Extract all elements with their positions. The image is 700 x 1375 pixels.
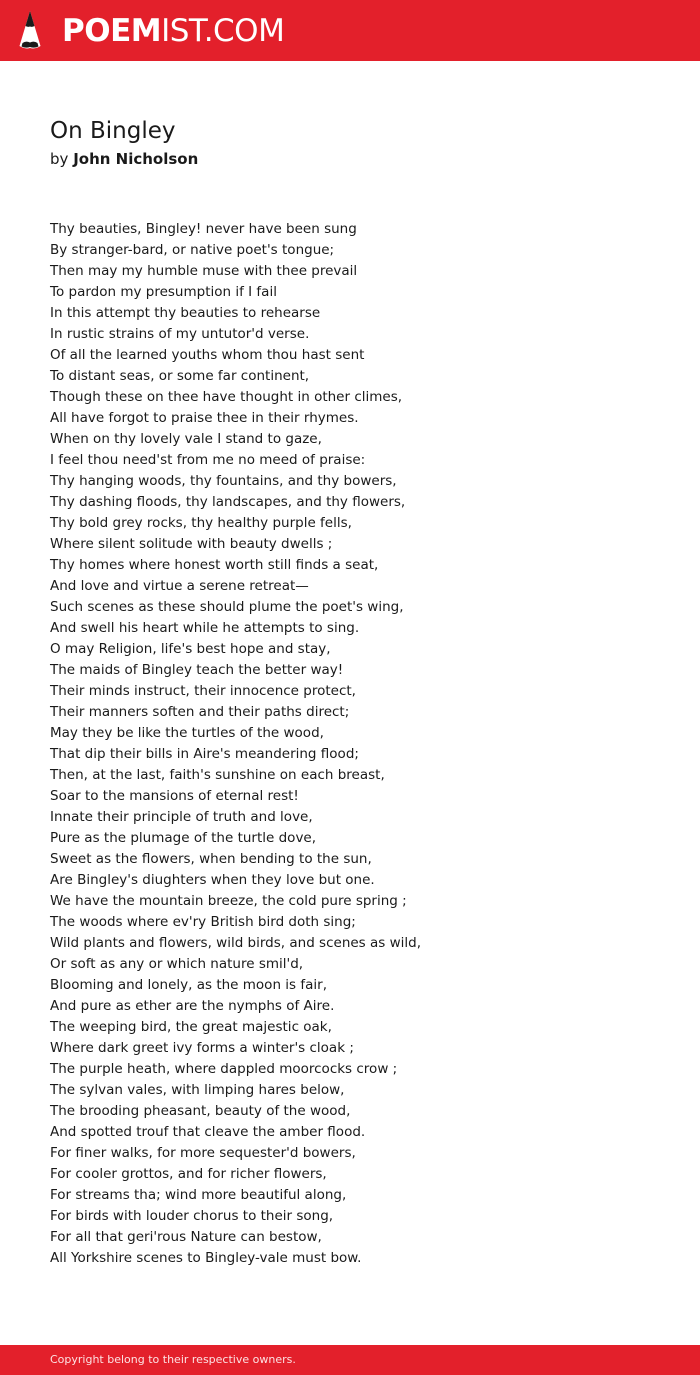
poem-line: Though these on thee have thought in other climes,	[50, 389, 403, 405]
brand-light-text: IST.COM	[161, 13, 285, 49]
poem-line: And love and virtue a serene retreat—	[50, 578, 309, 594]
poem-line: For birds with louder chorus to their song,	[50, 1208, 334, 1224]
poem-line: O may Religion, life's best hope and stay,	[50, 641, 331, 657]
poem-line: Where silent solitude with beauty dwells ;	[50, 536, 333, 552]
poem-line: For cooler grottos, and for richer flowers,	[50, 1166, 327, 1182]
poem-line: The purple heath, where dappled moorcocks crow ;	[50, 1061, 398, 1077]
poem-line: And spotted trouf that cleave the amber flood.	[50, 1124, 366, 1140]
poem-line: Pure as the plumage of the turtle dove,	[50, 830, 317, 846]
poem-line: We have the mountain breeze, the cold pure spring ;	[50, 893, 407, 909]
poem-line: For all that geri'rous Nature can bestow,	[50, 1229, 322, 1245]
poem-line: By stranger-bard, or native poet's tongue;	[50, 242, 335, 258]
poem-title: On Bingley	[50, 118, 176, 144]
poem-line: For finer walks, for more sequester'd bowers,	[50, 1145, 356, 1161]
poem-line: The sylvan vales, with limping hares below,	[50, 1082, 345, 1098]
poem-line: That dip their bills in Aire's meandering flood;	[50, 746, 359, 762]
poem-line: Blooming and lonely, as the moon is fair,	[50, 977, 327, 993]
byline	[50, 148, 198, 170]
by-label: by	[50, 150, 69, 168]
poem-line: The brooding pheasant, beauty of the wood,	[50, 1103, 351, 1119]
poem-body	[50, 219, 670, 1269]
poem-line: Wild plants and flowers, wild birds, and scenes as wild,	[50, 935, 422, 951]
poem-line: Innate their principle of truth and love,	[50, 809, 313, 825]
poem-line: When on thy lovely vale I stand to gaze,	[50, 431, 322, 447]
poem-line: All have forgot to praise thee in their rhymes.	[50, 410, 359, 426]
poem-line: Their manners soften and their paths direct;	[50, 704, 350, 720]
poem-line: For streams tha; wind more beautiful along,	[50, 1187, 347, 1203]
poem-line: In this attempt thy beauties to rehearse	[50, 305, 321, 321]
poem-line: The weeping bird, the great majestic oak,	[50, 1019, 332, 1035]
poem-line: Such scenes as these should plume the poet's wing,	[50, 599, 404, 615]
poem-line: Where dark greet ivy forms a winter's cloak ;	[50, 1040, 354, 1056]
poem-line: Thy beauties, Bingley! never have been sung	[50, 221, 357, 237]
poem-line: To pardon my presumption if I fail	[50, 284, 277, 300]
poem-line: Are Bingley's diughters when they love but one.	[50, 872, 375, 888]
author-name: John Nicholson	[73, 150, 199, 168]
poem-line: In rustic strains of my untutor'd verse.	[50, 326, 310, 342]
poem-line: Thy hanging woods, thy fountains, and thy bowers,	[50, 473, 397, 489]
poem-line: Thy homes where honest worth still finds a seat,	[50, 557, 379, 573]
poem-line: Their minds instruct, their innocence protect,	[50, 683, 356, 699]
poem-line: Then may my humble muse with thee prevail	[50, 263, 358, 279]
poem-line: Then, at the last, faith's sunshine on each breast,	[50, 767, 385, 783]
poem-line: And swell his heart while he attempts to sing.	[50, 620, 360, 636]
poem-line: Soar to the mansions of eternal rest!	[50, 788, 299, 804]
brand-bold-text: POEM	[62, 13, 162, 49]
pencil-tip-icon[interactable]	[18, 10, 42, 50]
poem-line: To distant seas, or some far continent,	[50, 368, 310, 384]
site-footer	[0, 1345, 700, 1375]
poem-line: I feel thou need'st from me no meed of praise:	[50, 452, 366, 468]
poem-line: The woods where ev'ry British bird doth sing;	[50, 914, 356, 930]
copyright-text: Copyright belong to their respective owners.	[50, 1353, 296, 1366]
poem-line: Thy bold grey rocks, thy healthy purple fells,	[50, 515, 352, 531]
poem-line: And pure as ether are the nymphs of Aire.	[50, 998, 335, 1014]
poem-line: May they be like the turtles of the wood,	[50, 725, 324, 741]
poem-line: All Yorkshire scenes to Bingley-vale must bow.	[50, 1250, 362, 1266]
site-header	[0, 0, 700, 61]
poem-line: Thy dashing floods, thy landscapes, and thy flowers,	[50, 494, 406, 510]
poem-line: Of all the learned youths whom thou hast sent	[50, 347, 365, 363]
poem-line: Sweet as the flowers, when bending to the sun,	[50, 851, 372, 867]
poem-line: Or soft as any or which nature smil'd,	[50, 956, 304, 972]
poem-line: The maids of Bingley teach the better way!	[50, 662, 344, 678]
site-logo[interactable]	[62, 11, 284, 51]
